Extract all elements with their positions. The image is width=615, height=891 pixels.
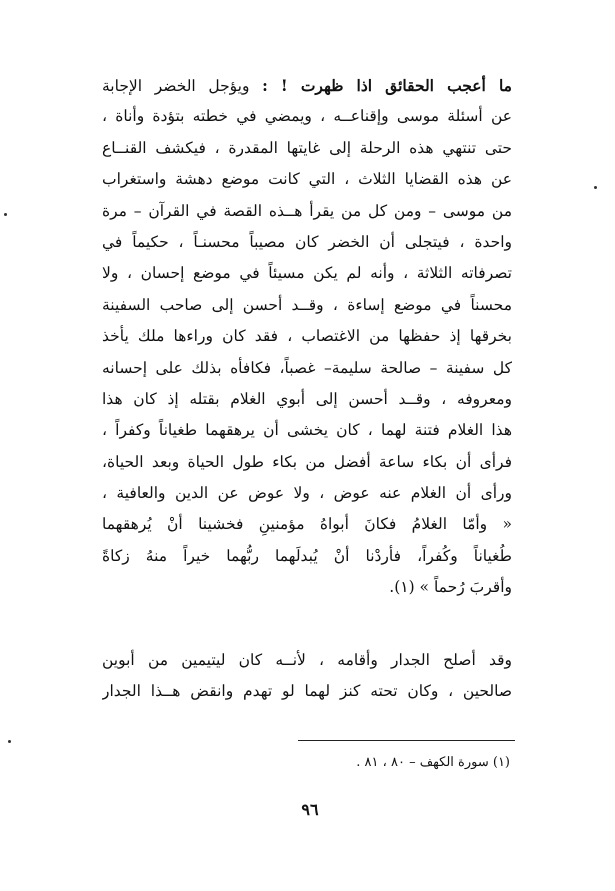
page-number: ٩٦ bbox=[301, 800, 319, 819]
paragraph-1 bbox=[102, 70, 512, 604]
footnote: (١) سورة الكهف – ٨٠ ، ٨١ . bbox=[356, 755, 510, 770]
paragraph-line: ورأى أن الغلام عنه عوض ، ولا عوض عن الدين والعافية ، bbox=[102, 484, 512, 503]
paragraph-line: ما أعجب الحقائق اذا ظهرت ! : ويؤجل الخضر الإجابة bbox=[102, 76, 512, 95]
margin-dot-icon bbox=[4, 213, 7, 216]
paragraph-line: محسناً في موضع إساءة ، وقــد أحسن إلى صاحب السفينة bbox=[102, 295, 512, 314]
paragraph-line: عن هذه القضايا الثلاث ، التي كانت موضع دهشة واستغراب bbox=[102, 170, 512, 189]
margin-dot-icon bbox=[8, 740, 11, 743]
margin-dot-icon bbox=[594, 186, 597, 189]
quran-quote-line: « وأمّا الغلامُ فكانَ أبواهُ مؤمنينِ فخشينا أنْ يُرهقهما bbox=[102, 515, 512, 534]
paragraph-line: فرأى أن بكاء ساعة أفضل من بكاء طول الحياة وبعد الحياة، bbox=[102, 452, 512, 471]
paragraph-2 bbox=[102, 645, 512, 708]
quran-quote-line: طُغياناً وكُفراً، فأردْنا أنْ يُبدلَهما ربُّهما خيراً منهُ زكاةً bbox=[102, 546, 512, 565]
paragraph-line: صالحين ، وكان تحته كنز لهما لو تهدم وانقض هــذا الجدار bbox=[102, 682, 512, 701]
paragraph-line: وقد أصلح الجدار وأقامه ، لأنــه كان ليتيمين من أبوين bbox=[102, 651, 512, 669]
paragraph-line: كل سفينة – صالحة سليمة– غصباً، فكافأه بذلك على إحسانه bbox=[102, 358, 512, 377]
footnote-divider bbox=[298, 740, 515, 741]
quran-quote-line: وأقربَ رُحماً » (١). bbox=[389, 578, 512, 597]
paragraph-line: هذا الغلام فتنة لهما ، كان يخشى أن يرهقهما طغياناً وكفراً ، bbox=[102, 421, 512, 440]
paragraph-line: من موسى – ومن كل من يقرأ هــذه القصة في القرآن – مرة bbox=[102, 201, 512, 220]
paragraph-line: ومعروفه ، وقــد أحسن إلى أبوي الغلام بقتله إذ كان هذا bbox=[102, 389, 512, 408]
paragraph-line: تصرفاته الثلاثة ، وأنه لم يكن مسيئاً في موضع إحسان ، ولا bbox=[102, 264, 512, 283]
paragraph-line: بخرقها إذ حفظها من الاغتصاب ، فقد كان وراءها ملك يأخذ bbox=[102, 327, 512, 346]
paragraph-line: عن أسئلة موسى وإقناعــه ، ويمضي في خطته بتؤدة وأناة ، bbox=[102, 107, 512, 126]
paragraph-line: واحدة ، فيتجلى أن الخضر كان مصيباً محسنـاً ، حكيماً في bbox=[102, 232, 512, 251]
paragraph-line: حتى تنتهي هذه الرحلة إلى غايتها المقدرة ، فيكشف القنــاع bbox=[102, 138, 512, 157]
section-lead: ما أعجب الحقائق اذا ظهرت ! : bbox=[262, 76, 512, 95]
